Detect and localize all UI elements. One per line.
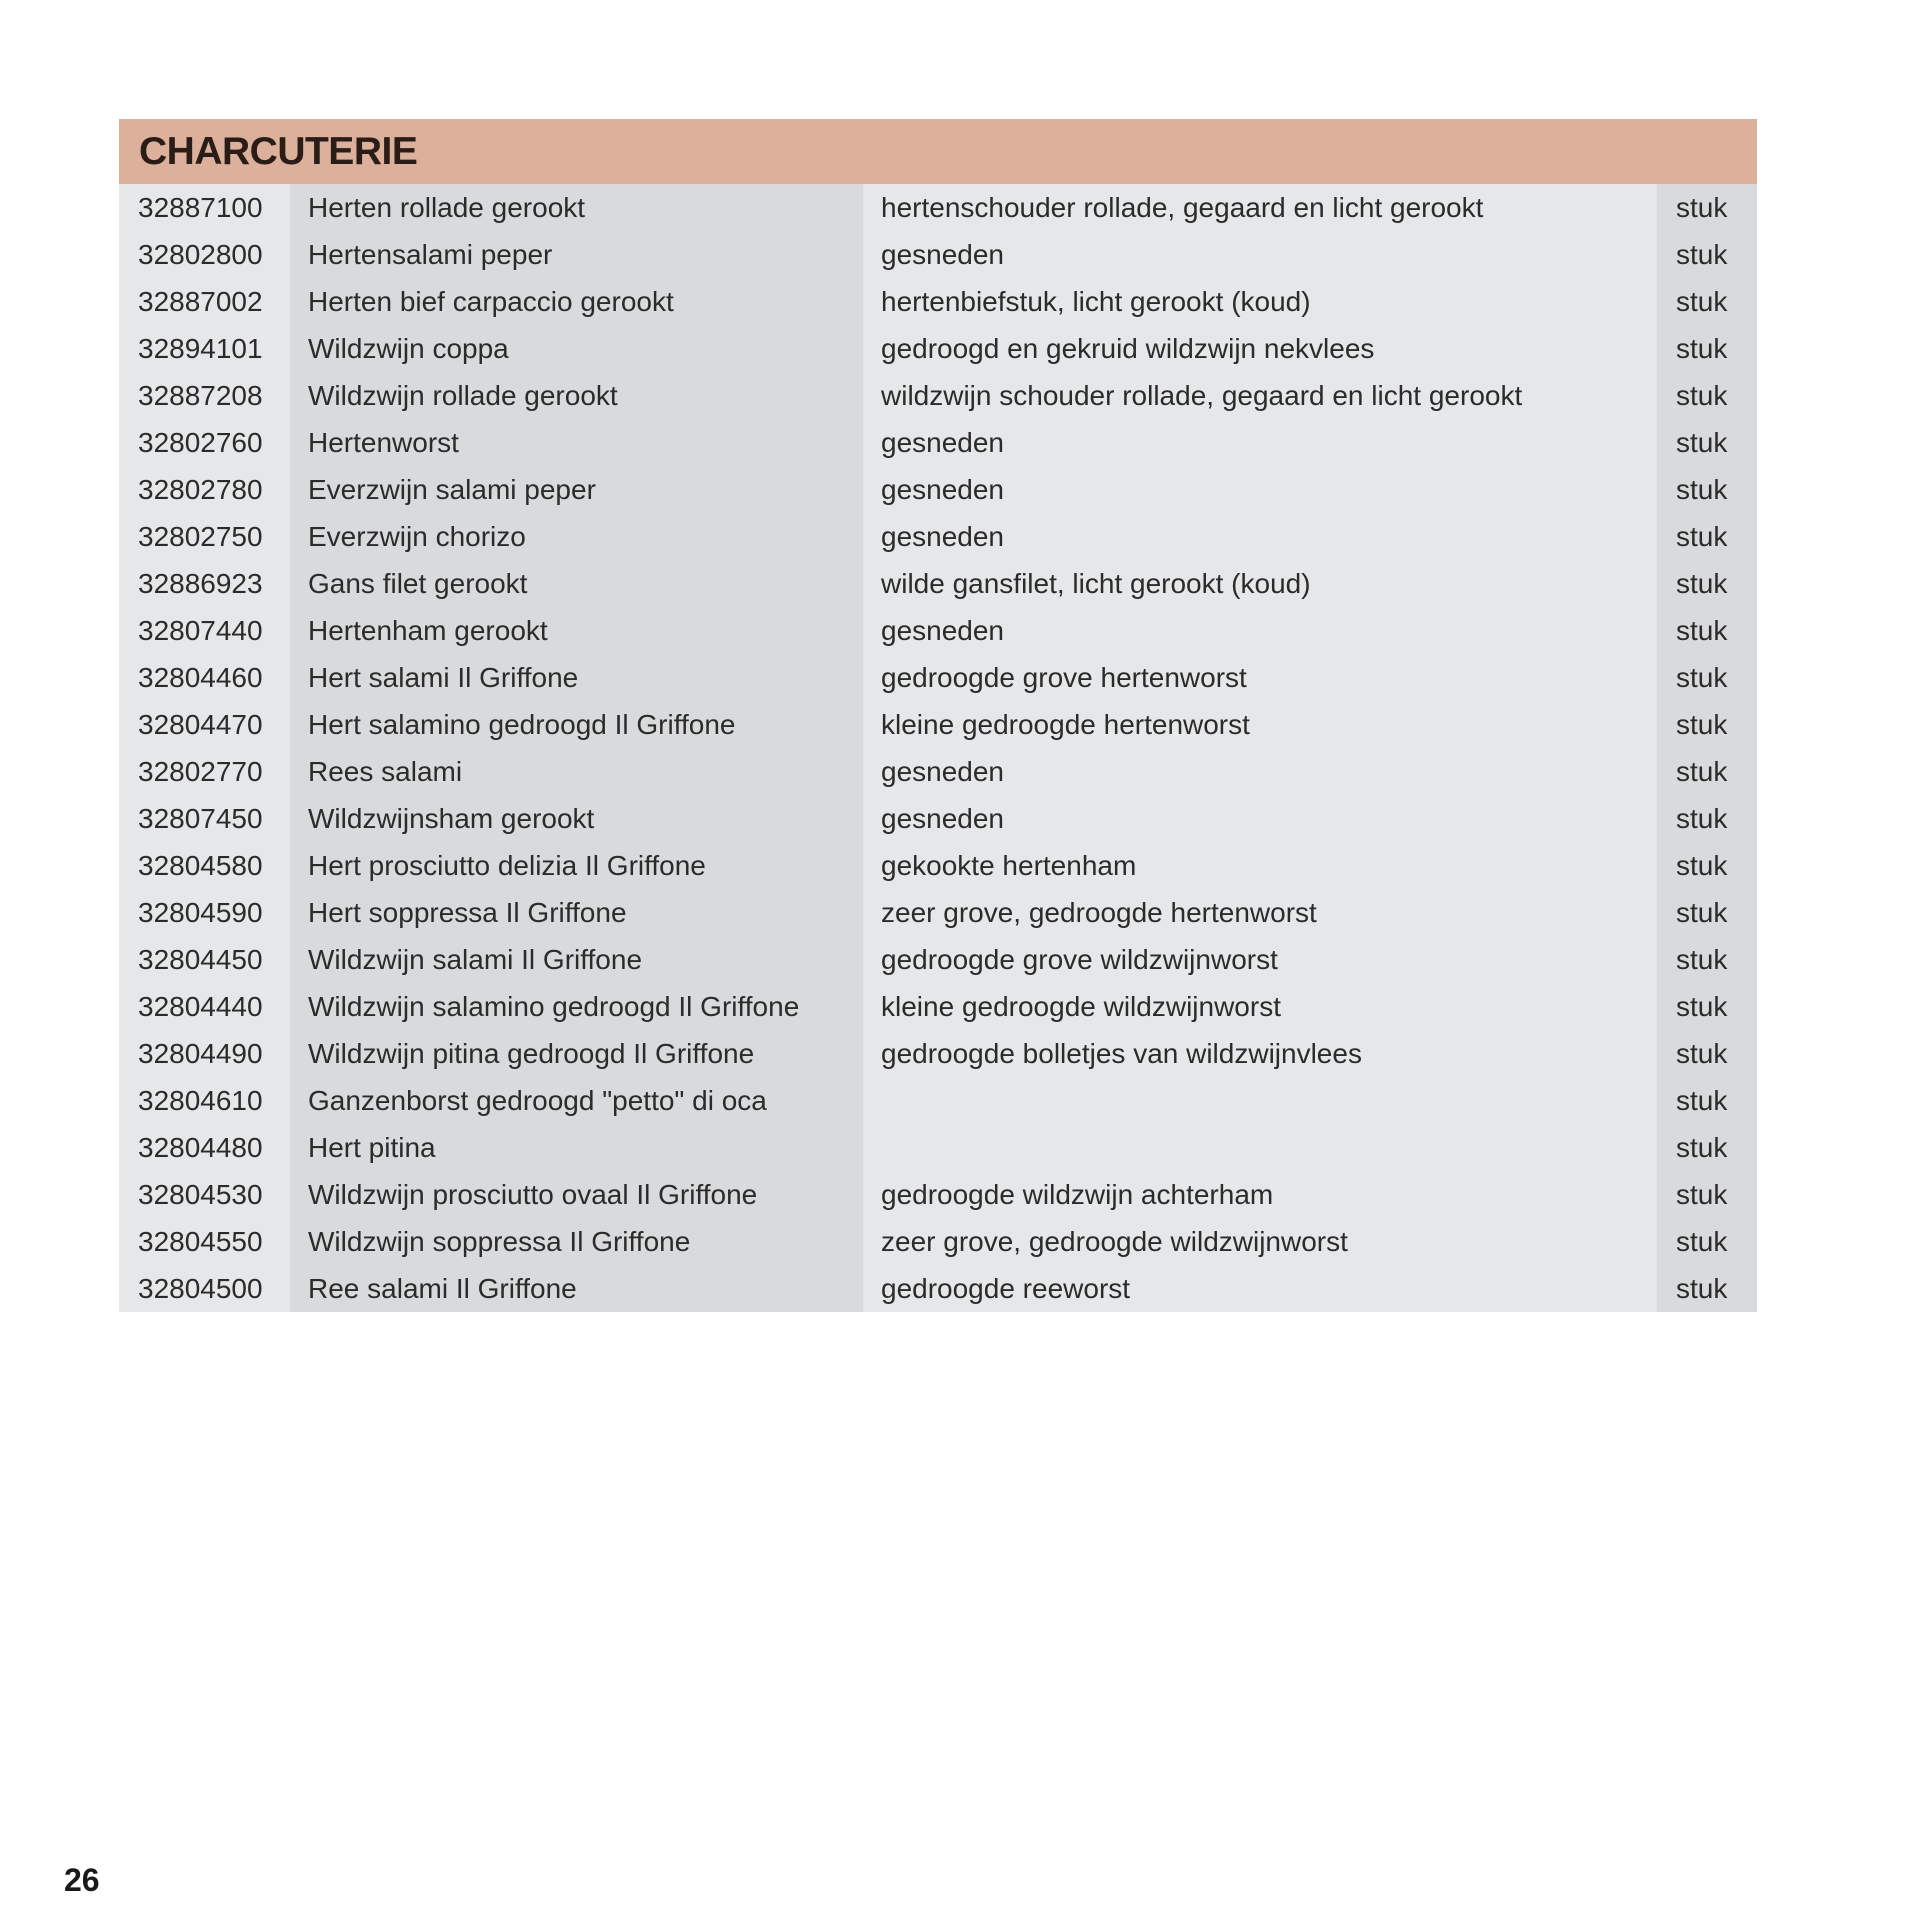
product-code: 32804450 (119, 936, 290, 983)
page-number: 26 (64, 1862, 100, 1898)
table-row (119, 372, 1757, 419)
table-row (119, 419, 1757, 466)
product-name: Wildzwijn coppa (290, 325, 863, 372)
table-row (119, 1124, 1757, 1171)
product-name: Wildzwijn rollade gerookt (290, 372, 863, 419)
product-code: 32887002 (119, 278, 290, 325)
product-code: 32804550 (119, 1218, 290, 1265)
product-name: Wildzwijn salami Il Griffone (290, 936, 863, 983)
product-code: 32802760 (119, 419, 290, 466)
product-description (863, 1077, 1657, 1124)
product-unit: stuk (1657, 419, 1757, 466)
table-row (119, 795, 1757, 842)
table-row (119, 560, 1757, 607)
table-row (119, 936, 1757, 983)
product-name: Hert pitina (290, 1124, 863, 1171)
product-name: Herten bief carpaccio gerookt (290, 278, 863, 325)
table-row (119, 513, 1757, 560)
product-name: Hert salamino gedroogd Il Griffone (290, 701, 863, 748)
table-row (119, 607, 1757, 654)
product-unit: stuk (1657, 654, 1757, 701)
product-unit: stuk (1657, 842, 1757, 889)
product-description: zeer grove, gedroogde wildzwijnworst (863, 1218, 1657, 1265)
product-unit: stuk (1657, 1171, 1757, 1218)
product-code: 32802780 (119, 466, 290, 513)
product-unit: stuk (1657, 1030, 1757, 1077)
product-name: Hert prosciutto delizia Il Griffone (290, 842, 863, 889)
product-code: 32887208 (119, 372, 290, 419)
table-body (119, 184, 1757, 1312)
table-row (119, 1077, 1757, 1124)
product-unit: stuk (1657, 372, 1757, 419)
product-description: gesneden (863, 607, 1657, 654)
product-description (863, 1124, 1657, 1171)
product-description: wilde gansfilet, licht gerookt (koud) (863, 560, 1657, 607)
product-description: gedroogde bolletjes van wildzwijnvlees (863, 1030, 1657, 1077)
product-code: 32804470 (119, 701, 290, 748)
product-name: Everzwijn chorizo (290, 513, 863, 560)
table-row (119, 842, 1757, 889)
table-row (119, 1218, 1757, 1265)
product-code: 32804440 (119, 983, 290, 1030)
table-row (119, 1265, 1757, 1312)
table-row (119, 983, 1757, 1030)
product-name: Wildzwijn prosciutto ovaal Il Griffone (290, 1171, 863, 1218)
product-code: 32807440 (119, 607, 290, 654)
product-unit: stuk (1657, 231, 1757, 278)
product-name: Ree salami Il Griffone (290, 1265, 863, 1312)
product-name: Everzwijn salami peper (290, 466, 863, 513)
product-code: 32804590 (119, 889, 290, 936)
product-code: 32804530 (119, 1171, 290, 1218)
product-description: kleine gedroogde wildzwijnworst (863, 983, 1657, 1030)
product-unit: stuk (1657, 983, 1757, 1030)
product-name: Ganzenborst gedroogd "petto" di oca (290, 1077, 863, 1124)
product-unit: stuk (1657, 325, 1757, 372)
product-unit: stuk (1657, 795, 1757, 842)
product-unit: stuk (1657, 1265, 1757, 1312)
product-description: gesneden (863, 748, 1657, 795)
product-code: 32804460 (119, 654, 290, 701)
product-description: gesneden (863, 513, 1657, 560)
product-unit: stuk (1657, 278, 1757, 325)
product-description: gekookte hertenham (863, 842, 1657, 889)
table-row (119, 748, 1757, 795)
product-code: 32894101 (119, 325, 290, 372)
product-unit: stuk (1657, 1124, 1757, 1171)
charcuterie-table (119, 119, 1757, 1312)
table-row (119, 184, 1757, 231)
product-description: wildzwijn schouder rollade, gegaard en licht gerookt (863, 372, 1657, 419)
product-name: Wildzwijnsham gerookt (290, 795, 863, 842)
product-name: Hertensalami peper (290, 231, 863, 278)
table-row (119, 889, 1757, 936)
product-unit: stuk (1657, 513, 1757, 560)
product-description: zeer grove, gedroogde hertenworst (863, 889, 1657, 936)
table-row (119, 466, 1757, 513)
product-code: 32802800 (119, 231, 290, 278)
section-header (119, 119, 1757, 184)
product-description: gedroogde reeworst (863, 1265, 1657, 1312)
product-description: gesneden (863, 466, 1657, 513)
product-unit: stuk (1657, 748, 1757, 795)
table-row (119, 325, 1757, 372)
product-name: Herten rollade gerookt (290, 184, 863, 231)
product-code: 32804610 (119, 1077, 290, 1124)
product-code: 32802770 (119, 748, 290, 795)
product-code: 32886923 (119, 560, 290, 607)
product-description: gedroogde wildzwijn achterham (863, 1171, 1657, 1218)
product-unit: stuk (1657, 184, 1757, 231)
product-unit: stuk (1657, 1077, 1757, 1124)
product-code: 32887100 (119, 184, 290, 231)
product-code: 32807450 (119, 795, 290, 842)
product-name: Wildzwijn pitina gedroogd Il Griffone (290, 1030, 863, 1077)
product-code: 32804480 (119, 1124, 290, 1171)
product-unit: stuk (1657, 607, 1757, 654)
product-code: 32804500 (119, 1265, 290, 1312)
product-description: gedroogd en gekruid wildzwijn nekvlees (863, 325, 1657, 372)
product-description: hertenschouder rollade, gegaard en licht gerookt (863, 184, 1657, 231)
product-description: kleine gedroogde hertenworst (863, 701, 1657, 748)
product-name: Wildzwijn salamino gedroogd Il Griffone (290, 983, 863, 1030)
product-name: Hert soppressa Il Griffone (290, 889, 863, 936)
product-description: gesneden (863, 419, 1657, 466)
table-row (119, 654, 1757, 701)
product-unit: stuk (1657, 560, 1757, 607)
product-name: Gans filet gerookt (290, 560, 863, 607)
product-unit: stuk (1657, 701, 1757, 748)
table-row (119, 231, 1757, 278)
section-title: CHARCUTERIE (139, 129, 418, 173)
table-row (119, 1030, 1757, 1077)
product-unit: stuk (1657, 466, 1757, 513)
product-description: gesneden (863, 231, 1657, 278)
product-name: Hert salami Il Griffone (290, 654, 863, 701)
product-code: 32804580 (119, 842, 290, 889)
product-name: Hertenworst (290, 419, 863, 466)
product-code: 32802750 (119, 513, 290, 560)
product-description: gedroogde grove wildzwijnworst (863, 936, 1657, 983)
product-description: hertenbiefstuk, licht gerookt (koud) (863, 278, 1657, 325)
product-name: Rees salami (290, 748, 863, 795)
table-row (119, 1171, 1757, 1218)
product-unit: stuk (1657, 936, 1757, 983)
product-description: gesneden (863, 795, 1657, 842)
product-unit: stuk (1657, 889, 1757, 936)
table-row (119, 701, 1757, 748)
table-row (119, 278, 1757, 325)
product-name: Wildzwijn soppressa Il Griffone (290, 1218, 863, 1265)
product-code: 32804490 (119, 1030, 290, 1077)
product-name: Hertenham gerookt (290, 607, 863, 654)
product-description: gedroogde grove hertenworst (863, 654, 1657, 701)
product-unit: stuk (1657, 1218, 1757, 1265)
